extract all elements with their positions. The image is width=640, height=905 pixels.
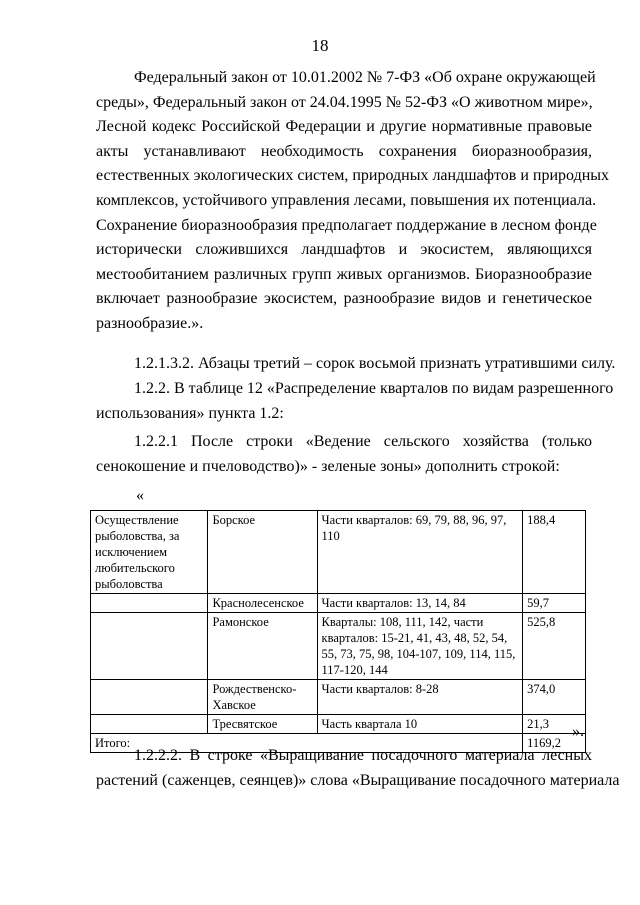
page-number: 18: [311, 36, 329, 55]
text-line: Федеральный закон от 10.01.2002 № 7-ФЗ «Об охране окружающей: [134, 69, 596, 86]
quarters-cell: Кварталы: 108, 111, 142, части кварталов: 15-21, 41, 43, 48, 52, 54, 55, 73, 75, 98, 104-107, 109, 114, 115, 117-120, 144: [317, 613, 523, 680]
text-line: растений (саженцев, сеянцев)» слова «Выращивание посадочного материала: [96, 771, 620, 789]
text-line: среды», Федеральный закон от 24.04.1995 № 52-ФЗ «О животном мире»,: [96, 93, 593, 111]
text-line: местообитанием различных групп живых организмов. Биоразнообразие: [96, 265, 592, 283]
forestry-cell: Рождественско-Хавское: [208, 680, 317, 715]
quarters-cell: Части кварталов: 13, 14, 84: [317, 594, 523, 613]
empty-cell: [91, 594, 208, 613]
empty-cell: [91, 680, 208, 715]
paragraph-federal-laws: [96, 66, 610, 337]
table-row: [91, 511, 586, 594]
text-line: Сохранение биоразнообразия предполагает поддержание в лесном фонде: [96, 216, 597, 234]
total-label-cell: Итого:: [91, 734, 523, 753]
table-row: [91, 715, 586, 734]
quarters-cell: Части кварталов: 69, 79, 88, 96, 97, 110: [317, 511, 523, 594]
text-line: естественных экологических систем, природных ландшафтов и природных: [96, 167, 610, 185]
empty-cell: [91, 613, 208, 680]
paragraph-1-2-2: [96, 377, 614, 426]
quarters-cell: Части кварталов: 8-28: [317, 680, 523, 715]
text-line: 1.2.1.3.2. Абзацы третий – сорок восьмой признать утратившими силу.: [134, 355, 616, 372]
forestry-cell: Тресвятское: [208, 715, 317, 734]
opening-quote: «: [136, 487, 144, 504]
text-line: использования» пункта 1.2:: [96, 404, 284, 422]
text-line: разнообразие.».: [96, 314, 204, 332]
area-cell: 374,0: [523, 680, 586, 715]
activity-cell: Осуществление рыболовства, за исключением любительского рыболовства: [91, 511, 208, 594]
text-line: сенокошение и пчеловодство)» - зеленые зоны» дополнить строкой:: [96, 457, 560, 475]
paragraph-1-2-2-2: [96, 744, 620, 793]
area-cell: 525,8: [523, 613, 586, 680]
table-row: [91, 680, 586, 715]
total-value-cell: 1169,2: [523, 734, 586, 753]
quarters-table: [90, 510, 586, 753]
text-line: 1.2.2.2. В строке «Выращивание посадочного материала лесных: [134, 747, 592, 764]
table-row: [91, 613, 586, 680]
paragraph-1-2-1-3-2: [96, 352, 616, 377]
forestry-cell: Борское: [208, 511, 317, 594]
text-line: включает разнообразие экосистем, разнообразие видов и генетическое: [96, 290, 592, 308]
text-line: исторически сложившихся ландшафтов и экосистем, являющихся: [96, 241, 592, 259]
area-cell: 59,7: [523, 594, 586, 613]
text-line: Лесной кодекс Российской Федерации и другие нормативные правовые: [96, 118, 592, 136]
closing-quote: ».: [572, 723, 584, 740]
forestry-cell: Краснолесенское: [208, 594, 317, 613]
quarters-cell: Часть квартала 10: [317, 715, 523, 734]
table-row: [91, 594, 586, 613]
paragraph-1-2-2-1: [96, 430, 592, 479]
area-cell: 188,4: [523, 511, 586, 594]
text-line: 1.2.2.1 После строки «Ведение сельского хозяйства (только: [134, 433, 592, 450]
text-line: акты устанавливают необходимость сохранения биоразнообразия,: [96, 142, 592, 160]
empty-cell: [91, 715, 208, 734]
forestry-cell: Рамонское: [208, 613, 317, 680]
text-line: комплексов, устойчивого управления лесами, повышения их потенциала.: [96, 191, 597, 209]
area-cell: 21,3: [523, 715, 586, 734]
text-line: 1.2.2. В таблице 12 «Распределение кварталов по видам разрешенного: [134, 380, 614, 397]
